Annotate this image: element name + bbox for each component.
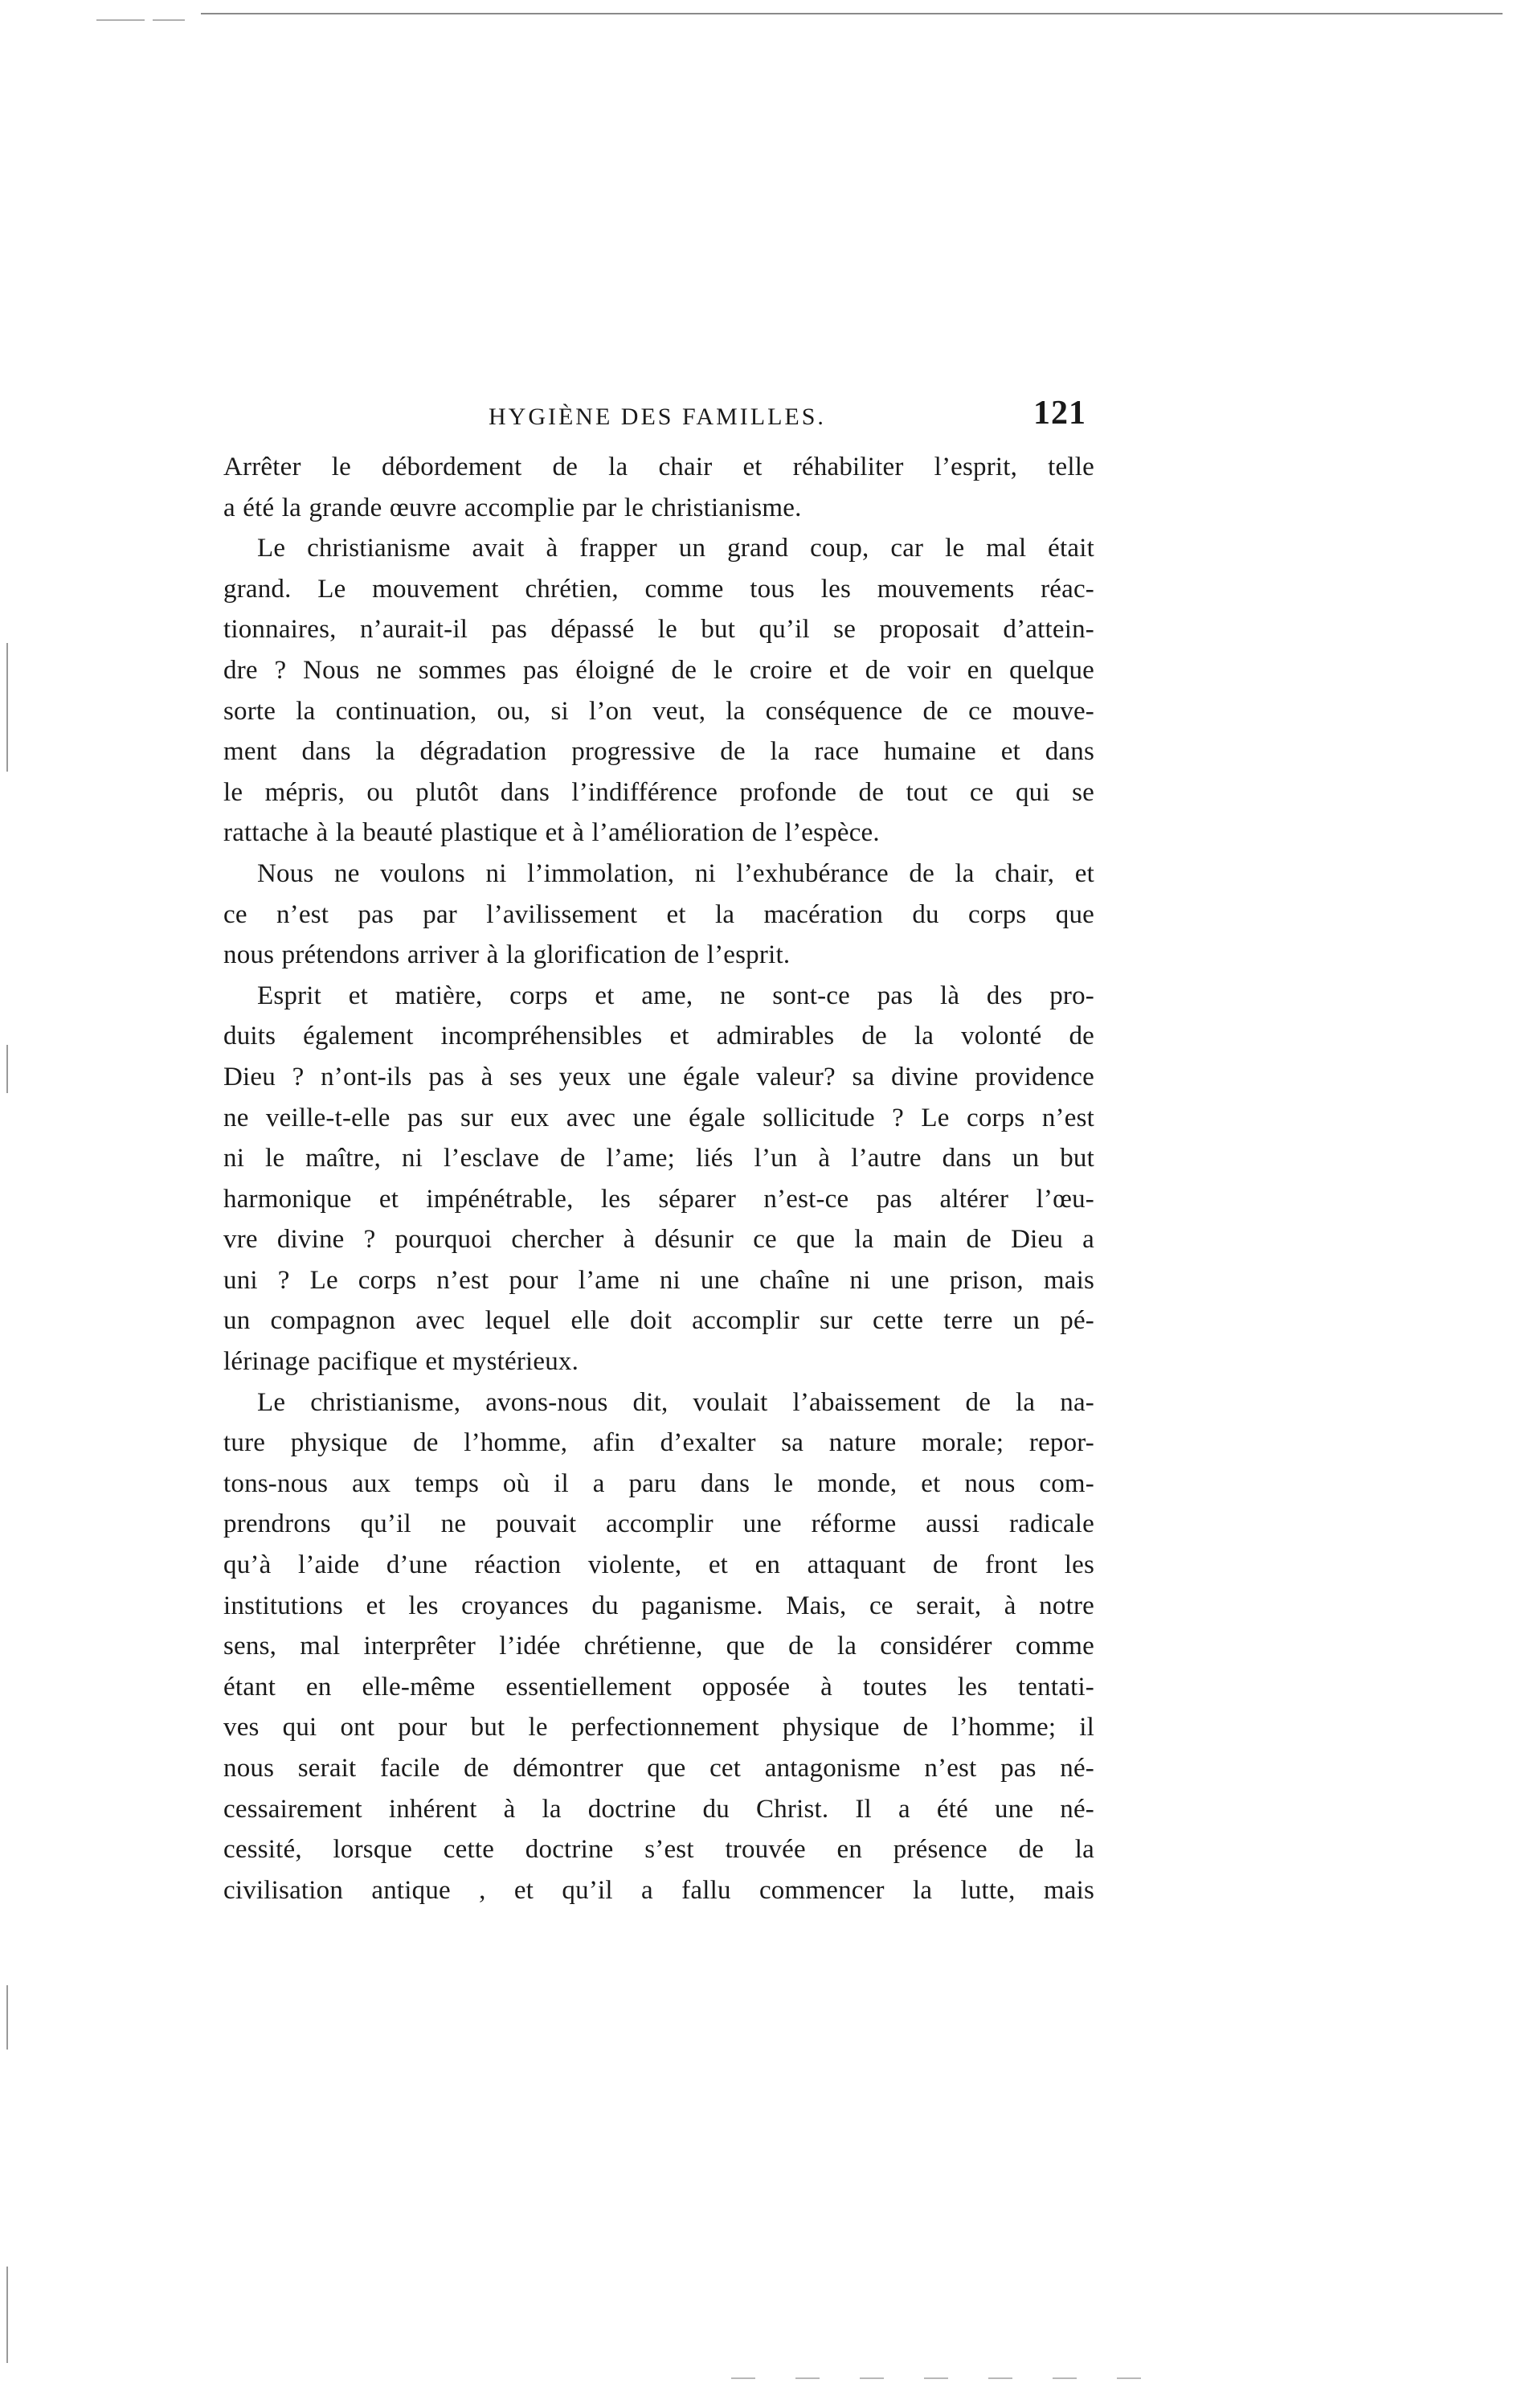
scan-margin-mark	[6, 2267, 8, 2363]
text-line: ture physique de l’homme, afin d’exalter sa nature morale; repor-	[223, 1428, 1094, 1458]
text-line: Arrêter le débordement de la chair et réhabiliter l’esprit, telle	[223, 453, 1094, 481]
text-line: tionnaires, n’aurait-il pas dépassé le but qu’il se proposait d’attein-	[223, 615, 1094, 645]
text-line: a été la grande œuvre accomplie par le christianisme.	[223, 493, 802, 522]
scan-margin-mark	[6, 643, 8, 772]
scan-bottom-mark	[860, 2377, 884, 2379]
scan-edge-mark	[96, 19, 145, 21]
text-line: tons-nous aux temps où il a paru dans le monde, et nous com-	[223, 1468, 1094, 1498]
book-page	[223, 394, 1094, 1910]
scan-margin-mark	[6, 1045, 8, 1093]
scan-bottom-mark	[1053, 2377, 1077, 2379]
scan-bottom-mark	[1117, 2377, 1141, 2379]
text-line: Dieu ? n’ont-ils pas à ses yeux une égale valeur? sa divine providence	[223, 1062, 1094, 1091]
text-line: dre ? Nous ne sommes pas éloigné de le croire et de voir en quelque	[223, 655, 1094, 685]
text-line: Le christianisme avait à frapper un grand coup, car le mal était	[257, 534, 1094, 563]
scan-bottom-mark	[924, 2377, 948, 2379]
text-line: cessairement inhérent à la doctrine du Christ. Il a été une né-	[223, 1794, 1094, 1824]
text-line: Nous ne voulons ni l’immolation, ni l’exhubérance de la chair, et	[257, 858, 1094, 888]
text-line: qu’à l’aide d’une réaction violente, et en attaquant de front les	[223, 1550, 1094, 1580]
text-line: ni le maître, ni l’esclave de l’ame; liés l’un à l’autre dans un but	[223, 1144, 1094, 1173]
scan-bottom-mark	[795, 2377, 820, 2379]
running-head	[223, 394, 1094, 444]
text-line: uni ? Le corps n’est pour l’ame ni une chaîne ni une prison, mais	[223, 1265, 1094, 1295]
scan-edge-mark	[153, 19, 185, 21]
running-title: HYGIÈNE DES FAMILLES.	[489, 403, 826, 430]
text-line: ce n’est pas par l’avilissement et la macération du corps que	[223, 899, 1094, 929]
scan-edge-rule	[201, 13, 1503, 14]
scan-bottom-mark	[731, 2377, 755, 2379]
text-line: harmonique et impénétrable, les séparer n’est-ce pas altérer l’œu-	[223, 1184, 1094, 1214]
text-line: étant en elle-même essentiellement opposée à toutes les tentati-	[223, 1672, 1094, 1702]
text-line: sens, mal interprêter l’idée chrétienne, que de la considérer comme	[223, 1632, 1094, 1661]
text-line: rattache à la beauté plastique et à l’amélioration de l’espèce.	[223, 818, 880, 848]
scan-bottom-mark	[988, 2377, 1012, 2379]
text-line: sorte la continuation, ou, si l’on veut, la conséquence de ce mouve-	[223, 696, 1094, 726]
scan-margin-mark	[6, 1985, 8, 2050]
text-line: duits également incompréhensibles et admirables de la volonté de	[223, 1022, 1094, 1051]
text-line: ne veille-t-elle pas sur eux avec une égale sollicitude ? Le corps n’est	[223, 1103, 1094, 1132]
text-line: institutions et les croyances du paganisme. Mais, ce serait, à notre	[223, 1591, 1094, 1620]
text-line: Esprit et matière, corps et ame, ne sont-ce pas là des pro-	[257, 981, 1094, 1010]
text-line: Le christianisme, avons-nous dit, voulait l’abaissement de la na-	[257, 1387, 1094, 1417]
text-line: nous prétendons arriver à la glorification de l’esprit.	[223, 940, 791, 970]
text-line: prendrons qu’il ne pouvait accomplir une réforme aussi radicale	[223, 1509, 1094, 1539]
text-line: nous serait facile de démontrer que cet antagonisme n’est pas né-	[223, 1754, 1094, 1783]
text-line: grand. Le mouvement chrétien, comme tous les mouvements réac-	[223, 574, 1094, 604]
text-line: ment dans la dégradation progressive de la race humaine et dans	[223, 737, 1094, 767]
text-line: vre divine ? pourquoi chercher à désunir ce que la main de Dieu a	[223, 1225, 1094, 1255]
text-line: le mépris, ou plutôt dans l’indifférence profonde de tout ce qui se	[223, 777, 1094, 807]
text-line: lérinage pacifique et mystérieux.	[223, 1347, 579, 1377]
text-line: cessité, lorsque cette doctrine s’est trouvée en présence de la	[223, 1835, 1094, 1865]
text-line: civilisation antique , et qu’il a fallu commencer la lutte, mais	[223, 1875, 1094, 1905]
text-line: ves qui ont pour but le perfectionnement physique de l’homme; il	[223, 1713, 1094, 1743]
text-line: un compagnon avec lequel elle doit accomplir sur cette terre un pé-	[223, 1306, 1094, 1336]
page-number: 121	[1033, 395, 1086, 432]
body-text	[223, 447, 1094, 1910]
